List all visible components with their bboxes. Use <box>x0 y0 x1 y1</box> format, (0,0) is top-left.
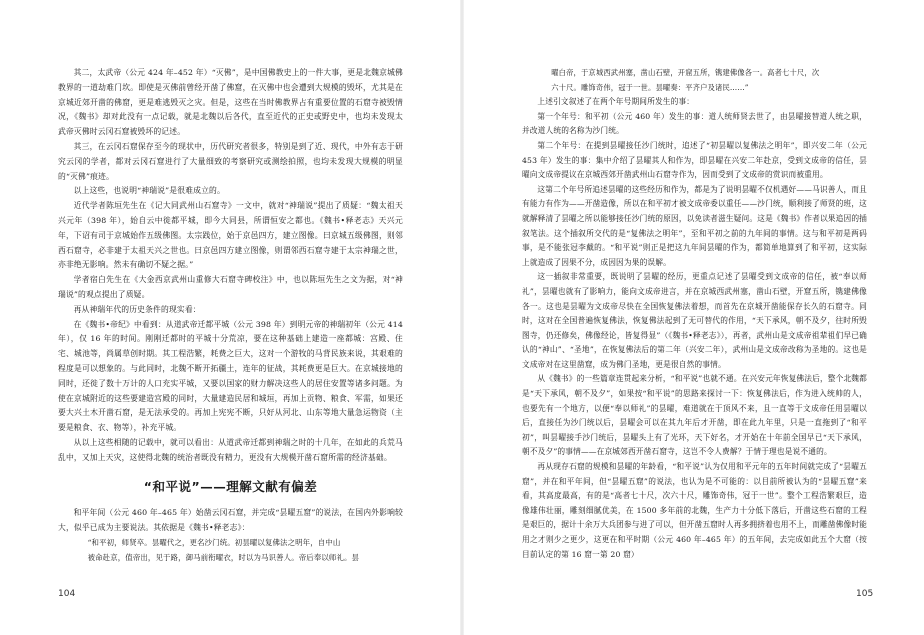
page-number: 105 <box>856 589 874 599</box>
paragraph: 第二个年号：在提到昙曜接任沙门统时，追述了“初昙曜以复佛法之明年”，即兴安二年（公元 453 年）发生的事：集中介绍了昙曜其人和作为，即昙曜在兴安二年赴京，受到文成帝的信任，昙曜向文成帝提议在京城西郊开凿武州山石窟寺作为，因而受到了文成帝的赏识而被重用。 <box>522 140 867 180</box>
paragraph: 从以上这些相随的记载中，就可以看出：从道武帝迁都到神瑞之时的十几年，在如此的兵荒马乱中，又加上天灾，这使得北魏的统治者既没有精力，更没有大规模开凿石窟所需的经济基础。 <box>58 437 403 462</box>
paragraph: 和平年间（公元 460 年–465 年）始凿云冈石窟，并完成“昙曜五窟”的说法，在国内外影响较大，似乎已成为主要说法。其依据是《魏书•释老志》： <box>58 508 403 533</box>
quote-line: 曜白帝，于京城西武州塞，凿山石壁，开窟五所，镌建佛像各一。高者七十尺，次 <box>551 68 820 77</box>
paragraph: 这第二个年号所追述昙曜的这些经历和作为，都是为了说明昙曜不仅机遇好——马识善人，而且有能力有作为——开凿造像，所以在和平初才被文成帝委以重任——沙门统，顺利接了师贤的班，这就解释清了昙曜之所以能够接任沙门统的原因，以免读者滋生疑问。这是《魏书》作者以果追因的插叙笔法。这个插叙所交代的是“复佛法之明年”，至和平初之前的九年间的事情。这与和平初是两码事，是不能张冠李戴的。“和平说”则正是把这九年间昙曜的作为，都简单地算到了和平初，这实际上就造成了因果不分，成因因为果的误解。 <box>522 184 867 267</box>
paragraph: 近代学者陈垣先生在《记大同武州山石窟寺》一文中，就对“神瑞说”提出了质疑：“魏太祖天兴元年（398 年），始自云中徙都平城，即今大同县，所谓恒安之都也。《魏书•释老志》天兴元年，下诏有司于京城始作五级佛图。太宗践位，始于京邑四方，建立图像。曰京城五级佛图，则邻西石窟寺，必非建于太祖天兴之世也。曰京邑四方建立图像，则谓邻西石窟寺建于太宗神瑞之世，亦非绝无影响。然未有确切不疑之据。” <box>58 201 403 270</box>
paragraph: 再从现存石窟的规模和昙曜的年龄看，“和平说”认为仅用和平元年的五年时间就完成了“昙曜五窟”，并在和平年间，但“昙曜五窟”的说法，也认为是不可能的：以目前所被认为的“昙曜五窟”来看，其高度最高，有的是“高者七十尺，次六十尺，雕饰奇伟，冠于一世”。整个工程浩繁艰巨，造像雄伟壮丽，雕刻细腻优美，在 1500 多年前的北魏，生产力十分低下落后，开凿这些石窟的工程是艰巨的，据计十余万大兵团参与进了可以，但开凿五窟时人再多拥挤着也用不上，而雕凿佛像时能用之才则少之更少，这更在和平时期（公元 460 年–465 年）的五年间，去完成如此五个大窟（按目前认定的第 16 窟一第 20 窟） <box>522 462 867 559</box>
paragraph: 上述引文叙述了在两个年号期间所发生的事： <box>537 97 695 107</box>
paragraph: 第一个年号：和平初（公元 460 年）发生的事：道人统师贤去世了，由昙曜接替道人统之职，并改道人统的名称为沙门统。 <box>522 111 867 136</box>
quote-line: 六十尺。雕饰奇伟，冠于一世。昙曜奏：平齐户及诸民……” <box>551 82 749 92</box>
paragraph: 这一插叙非常重要，既说明了昙曜的经历，更重点记述了昙曜受到文成帝的信任，被“奉以师礼”，昙曜也就有了影响力，能向文成帝进言，并在京城西武州塞，凿山石壁，开窟五所，镌建佛像各一。这也是昙曜为文成帝尽快在全国恢复佛法着想，而首先在京城开凿能保存长久的石窟寺。同时，这对在全国普遍恢复佛法，恢复佛法起到了无可替代的作用，“天下承风，朝不及夕，往时所毁图寺，仍还修矣，佛像经论，皆复得显”（《魏书•释老志》），再者，武州山是文成帝祖辈祖们早已确认的“神山”、“圣地”，在恢复佛法后的第二年（兴安二年），武州山是文成帝改称为圣地的。这也是文成帝对在这里凿窟，成为佛门圣地，更是很自然的事情。 <box>522 272 867 369</box>
paragraph: 从《魏书》的一些篇章连贯起来分析，“和平说”也就不通。在兴安元年恢复佛法后，整个北魏都是“天下承风，朝不及夕”，如果按“和平说”的思路来探讨一下：恢复佛法后，作为进入统帅的人，也要先有一个地方，以便“奉以师礼”的昙曜，难道就在于顶风不来，且一直等于文成帝任用昙曜以后，直接任为沙门统以后，昙曜会可以在其九年后才开凿，即在此九年里，只是一直拖到了“和平初”，叫昙曜接手沙门统后，昙曜头上有了光环，天下好名，才开始在十年前全国早已“天下承风，朝不及夕”的事情——在京城郊西开凿石窟寺，这岂不令人费解？于情于理也是说不通的。 <box>522 374 867 457</box>
paragraph: 以上这些，也说明“神瑞说”是很难成立的。 <box>73 186 225 196</box>
paragraph: 其三，在云冈石窟保存至今的现状中，历代研究者很多，特别是到了近、现代，中外有志于研究云冈的学者，都对云冈石窟进行了大量细致的考察研究或测绘拍照，也均未发现大规模的明显的“灭佛”痕迹。 <box>58 141 403 181</box>
left-page-body <box>58 66 403 566</box>
paragraph: 其二，太武帝（公元 424 年–452 年）“灭佛”，是中国佛教史上的一件大事，更是北魏京城佛教界的一道劫难门坎。即使是灭佛前曾经开凿了佛窟，在灭佛中也会遭到大规模的毁坏，尤其是在京城近郊开凿的佛窟，更是难逃毁灭之灾。但是，这些在当时佛教界占有重要位置的石窟寺被毁情况，《魏书》却对此没有一点记载，就是北魏以后各代，直至近代的正史或野史中，也均未发现太武帝灭佛时云冈石窟被毁坏的记述。 <box>58 68 403 137</box>
section-title: “和平说”——理解文献有偏差 <box>143 478 318 494</box>
paragraph: 在《魏书•帝纪》中看到：从道武帝迁都平城（公元 398 年）到明元帝的神瑞初年（公元 414 年），仅 16 年的时间。刚刚迁都时的平城十分荒凉，要在这种基础上建造一座都城：宫殿、住宅、城池等，尚属草创时期。其工程浩繁，耗费之巨大，这对一个游牧的马背民族来说，其艰难的程度是可以想象的。与此同时，北魏不断开拓疆土，连年的征战，其耗费更是巨大。在京城接地的同时，还徙了数十万计的人口充实平城，又要以国家的财力解决这些人的居住安置等诸多问题。为使在京城附近的这些要建造宫殿的同时，大量建造民居和城垣，再加上贡物、粮食、军需，如果还要大兴土木开凿石窟，是无法承受的。再加上宪宪不断，只好从河北、山东等地大量急运物资（主要是粮食、衣、物等），补充平城。 <box>58 319 403 433</box>
paragraph: 学者宿白先生在《大金西京武州山重修大石窟寺碑校注》中，也以陈垣先生之文为据，对“神瑞说”的观点提出了质疑。 <box>58 275 403 299</box>
right-page <box>462 0 924 635</box>
quote-line: 被命赴京，值帝出，见于路，御马前衔曜衣，时以为马识善人。帝后奉以师礼。昙 <box>87 552 360 562</box>
quote-line: “和平初，师贤卒。昙曜代之，更名沙门统。初昙曜以复佛法之明年，自中山 <box>87 537 341 547</box>
page-number: 104 <box>58 589 76 599</box>
paragraph: 再从神瑞年代的历史条件的现实看： <box>73 304 201 314</box>
right-page-body <box>522 66 867 562</box>
